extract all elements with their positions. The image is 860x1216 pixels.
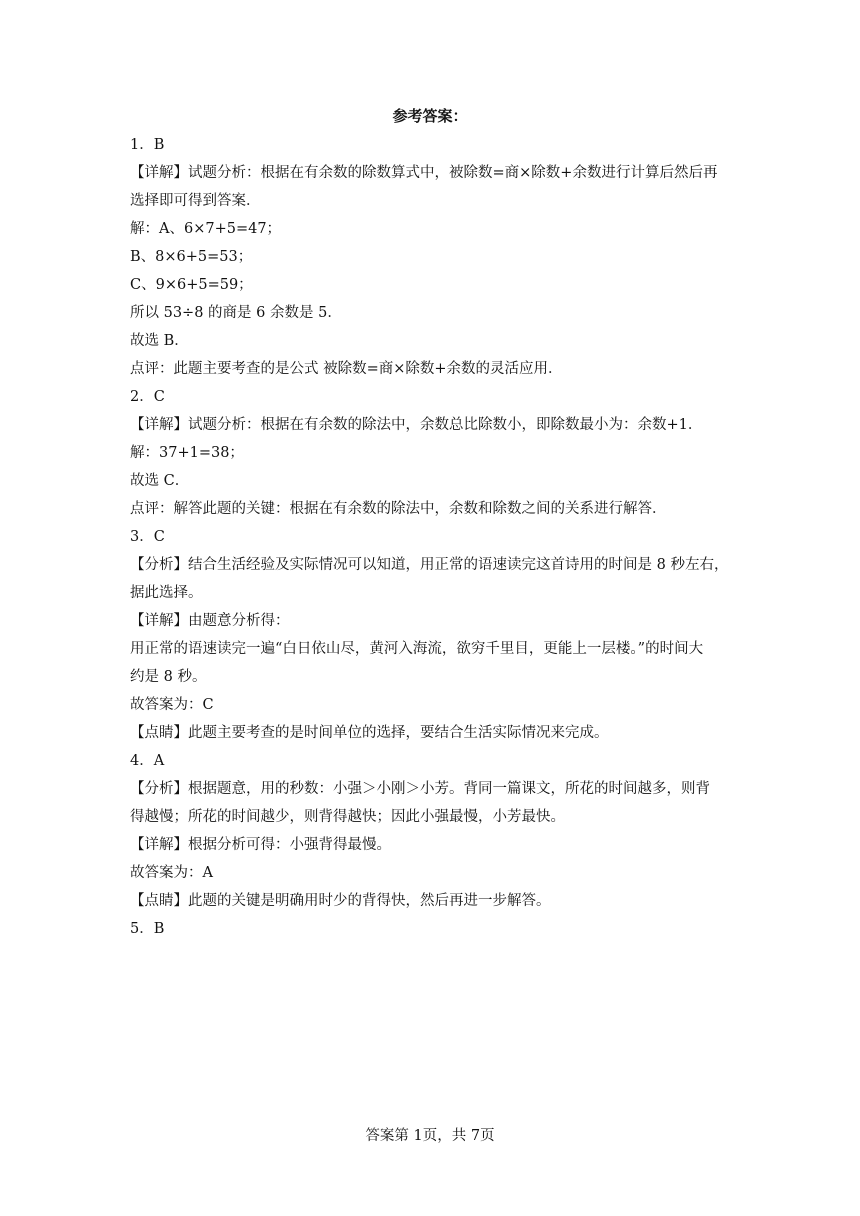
explanation-line: 【详解】试题分析：根据在有余数的除法中，余数总比除数小，即除数最小为：余数+1． bbox=[130, 417, 703, 433]
page-title: 参考答案： bbox=[392, 107, 468, 125]
analysis-line: 【分析】根据题意，用的秒数：小强＞小刚＞小芳。背同一篇课文，所花的时间越多，则背 bbox=[130, 781, 710, 797]
solution-line: 解：A、6×7+5=47； bbox=[130, 221, 282, 237]
answer-line: 故答案为：C bbox=[130, 697, 214, 713]
comment-line: 【点睛】此题的关键是明确用时少的背得快，然后再进一步解答。 bbox=[130, 893, 551, 909]
analysis-line: 【分析】结合生活经验及实际情况可以知道，用正常的语速读完这首诗用的时间是 8 秒左右， bbox=[130, 557, 729, 573]
question-number: 1．B bbox=[130, 137, 165, 153]
answer-line: 故选 C． bbox=[130, 473, 190, 489]
solution-line: 解：37+1=38； bbox=[130, 445, 244, 461]
answer-content bbox=[130, 131, 746, 943]
solution-line: 所以 53÷8 的商是 6 余数是 5． bbox=[130, 305, 342, 321]
solution-line: C、9×6+5=59； bbox=[130, 277, 253, 293]
analysis-line: 得越慢；所花的时间越少，则背得越快；因此小强最慢，小芳最快。 bbox=[130, 809, 565, 825]
analysis-line: 据此选择。 bbox=[130, 585, 203, 601]
explanation-line: 【详解】根据分析可得：小强背得最慢。 bbox=[130, 837, 391, 853]
question-number: 2．C bbox=[130, 389, 165, 405]
comment-line: 点评：解答此题的关键：根据在有余数的除法中，余数和除数之间的关系进行解答． bbox=[130, 501, 667, 517]
explanation-line: 约是 8 秒。 bbox=[130, 669, 207, 685]
question-number: 5．B bbox=[130, 921, 165, 937]
page-footer: 答案第 1页，共 7页 bbox=[365, 1128, 495, 1144]
explanation-line: 选择即可得到答案． bbox=[130, 193, 261, 209]
answer-line: 故选 B． bbox=[130, 333, 189, 349]
comment-line: 点评：此题主要考查的是公式 被除数=商×除数+余数的灵活应用． bbox=[130, 361, 563, 377]
question-number: 3．C bbox=[130, 529, 165, 545]
solution-line: B、8×6+5=53； bbox=[130, 249, 253, 265]
question-number: 4．A bbox=[130, 753, 165, 769]
explanation-line: 【详解】由题意分析得： bbox=[130, 613, 290, 629]
answer-line: 故答案为：A bbox=[130, 865, 213, 881]
explanation-line: 【详解】试题分析：根据在有余数的除数算式中，被除数=商×除数+余数进行计算后然后再 bbox=[130, 165, 718, 181]
explanation-line: 用正常的语速读完一遍“白日依山尽，黄河入海流，欲穷千里目，更能上一层楼。”的时间大 bbox=[130, 641, 704, 657]
comment-line: 【点睛】此题主要考查的是时间单位的选择，要结合生活实际情况来完成。 bbox=[130, 725, 609, 741]
